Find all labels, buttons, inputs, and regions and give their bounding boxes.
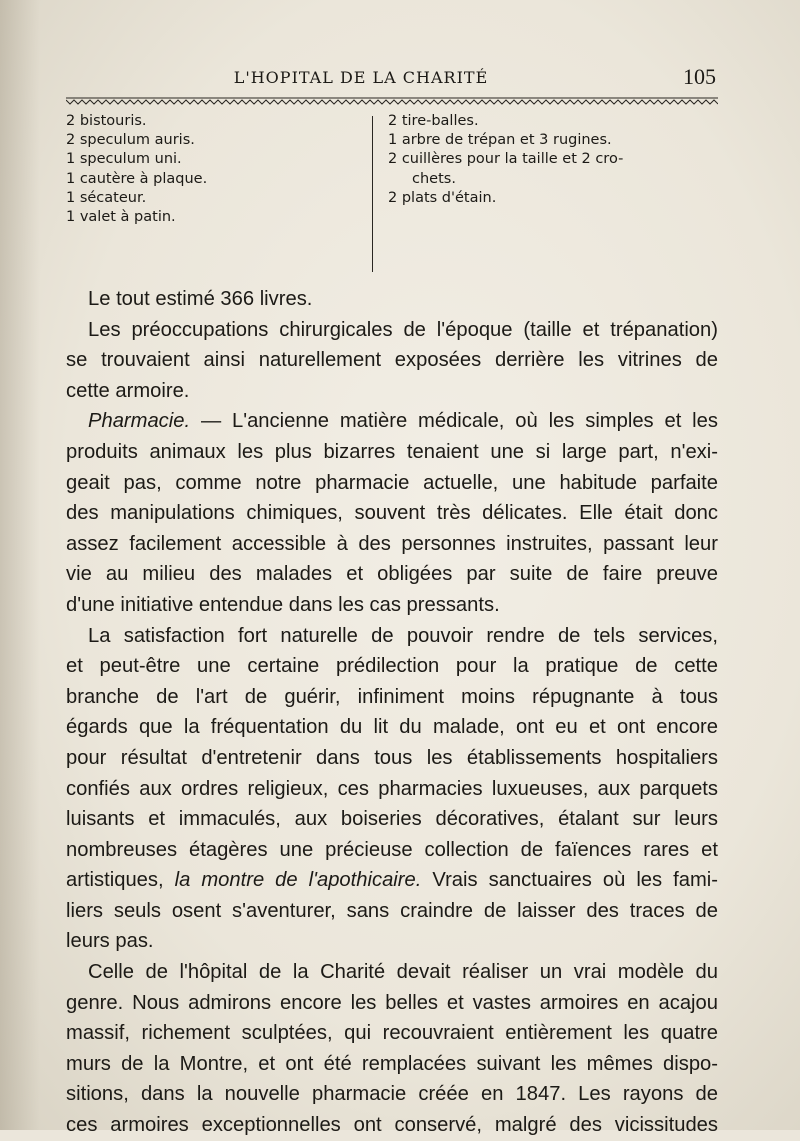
inventory-item: 2 plats d'étain. [388,189,497,206]
text-line: Celle de l'hôpital de la Charité devait réaliser un vrai modèle du [88,961,718,984]
page-number: 105 [683,64,716,89]
text-line: et peut-être une certaine prédilection pour la pratique de cette [66,655,718,678]
instrument-inventory [66,112,716,272]
inventory-item: 2 cuillères pour la taille et 2 cro- [388,151,624,168]
text-line: La satisfaction fort naturelle de pouvoir rendre de tels services, [88,624,718,647]
inventory-right-column [388,112,718,208]
running-title: L'HOPITAL DE LA CHARITÉ [233,68,489,87]
text-line: murs de la Montre, et ont été remplacées suivant les mêmes dispo- [66,1052,718,1075]
body-text [66,284,718,1141]
inventory-item: 1 arbre de trépan et 3 rugines. [388,132,612,149]
column-divider [372,116,373,272]
text-line: pour résultat d'entretenir dans tous les établissements hospitaliers [66,746,718,769]
inventory-item: 2 bistouris. [66,113,147,129]
text-line: genre. Nous admirons encore les belles et vastes armoires en acajou [66,991,718,1014]
text-line: leurs pas. [66,930,154,953]
inventory-item: 1 valet à patin. [66,209,176,226]
inventory-item: 1 speculum uni. [66,151,182,168]
text-line: produits animaux les plus bizarres tenaient une si large part, n'exi- [66,440,718,463]
text-line: ces armoires exceptionnelles ont conservé, malgré des vicissitudes [66,1114,718,1137]
text-line: égards que la fréquentation du lit du malade, ont eu et ont encore [66,716,718,739]
inventory-item: 1 cautère à plaque. [66,170,208,187]
text-line: Les préoccupations chirurgicales de l'époque (taille et trépanation) [88,318,718,341]
text-line: massif, richement sculptées, qui recouvraient entièrement les quatre [66,1022,718,1045]
italic-phrase: la montre de l'apothicaire. [174,869,422,892]
text-line: Le tout estimé 366 livres. [88,288,313,310]
inventory-item: 2 tire-balles. [388,113,479,129]
text-line: sitions, dans la nouvelle pharmacie créée en 1847. Les rayons de [66,1083,718,1106]
text-line: des manipulations chimiques, souvent très délicates. Elle était donc [66,502,718,525]
text-line: vie au milieu des malades et obligées par suite de faire preuve [66,563,718,586]
text-line: geait pas, comme notre pharmacie actuelle, une habitude parfaite [66,471,718,494]
text-line: branche de l'art de guérir, infiniment moins répugnante à tous [66,685,718,708]
text-segment: — L'ancienne matière médicale, où les simples et les [190,410,718,433]
running-head [66,64,716,94]
text-segment: artistiques, [66,869,175,892]
inventory-item: 2 speculum auris. [66,132,195,149]
page-edge-shadow [0,0,40,1130]
inventory-item-continuation: chets. [412,170,456,187]
text-line [66,406,718,437]
text-line: luisants et immaculés, aux boiseries décoratives, étalant sur leurs [66,808,718,831]
text-line: confiés aux ordres religieux, ces pharmacies luxueuses, aux parquets [66,777,718,800]
text-line: se trouvaient ainsi naturellement exposées derrière les vitrines de [66,349,718,372]
ornamental-rule [66,97,718,105]
text-line: assez facilement accessible à des personnes instruites, passant leur [66,532,718,555]
text-line: nombreuses étagères une précieuse collection de faïences rares et [66,838,718,861]
text-line: cette armoire. [66,379,190,402]
text-line: liers seuls osent s'aventurer, sans craindre de laisser des traces de [66,899,718,922]
text-segment: Vrais sanctuaires où les fami- [421,869,718,892]
text-line: d'une initiative entendue dans les cas pressants. [66,593,500,616]
section-heading-pharmacie: Pharmacie. [88,410,191,433]
text-line [66,865,718,896]
inventory-left-column [66,112,366,227]
inventory-item: 1 sécateur. [66,189,147,206]
